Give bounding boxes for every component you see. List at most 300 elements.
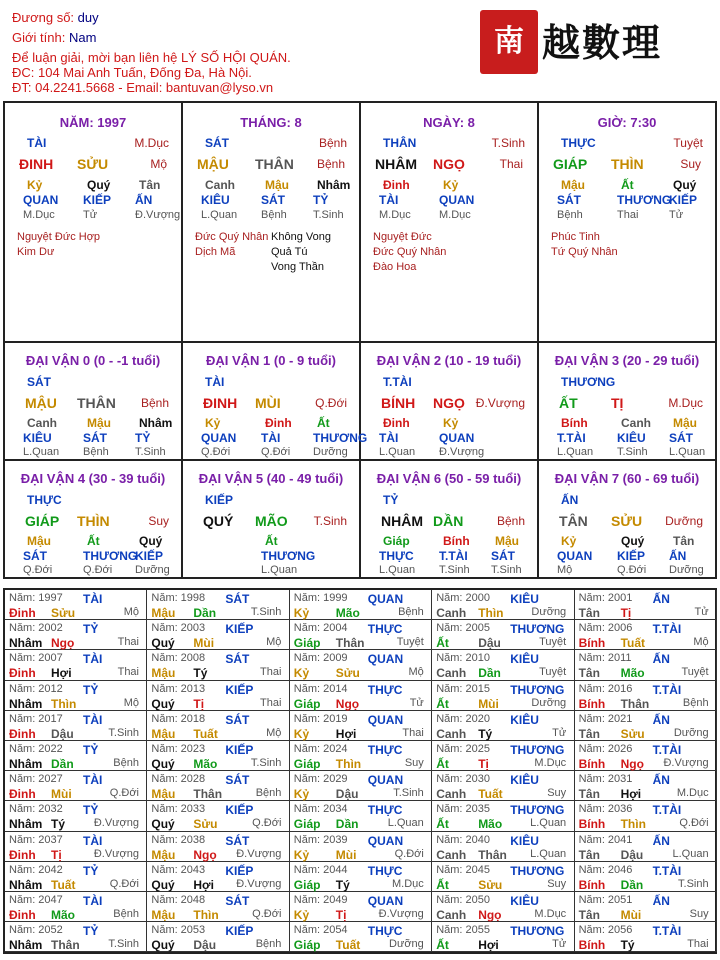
year-number: 1998 [180,592,206,604]
pillar-branch: THÌN [611,156,644,172]
year-stage: T.Sinh [678,877,709,890]
year-stem: Ất [436,696,449,711]
year-stem: Giáp [293,757,321,771]
year-number: 2042 [38,863,63,876]
year-stage: M.Dục [676,787,709,800]
year-line-1 [436,773,570,788]
year-label: Năm: [9,833,36,846]
year-cell [432,832,574,862]
year-branch: Thìn [335,757,362,771]
year-stage: Bệnh [113,908,139,920]
year-line-1 [9,713,143,725]
year-number: 2050 [465,894,490,906]
ten-god: T.TÀI [439,549,468,563]
year-branch: Thìn [51,696,77,711]
year-cell [432,711,574,741]
star-note: Phúc Tinh [551,231,600,243]
year-stem: Đinh [9,666,36,681]
ten-god: ẤN [669,549,687,563]
pillar-top-stage: T.Sinh [491,136,525,150]
year-number: 2034 [323,803,348,816]
year-number: 2011 [607,652,632,665]
year-branch: Tý [51,817,66,832]
year-line-1 [294,834,428,846]
daivan-row [5,461,715,579]
hidden-stem: Kỷ [205,416,221,430]
year-god: THƯƠNG [510,682,565,697]
year-label: Năm: [151,894,178,906]
year-stem: Canh [436,666,467,681]
year-number: 2026 [607,743,633,755]
daivan-cell [183,461,361,579]
year-stem: Đinh [9,606,36,620]
year-label: Năm: [578,833,605,846]
year-god: THƯƠNG [510,743,565,757]
year-stage: Mộ [123,696,139,709]
year-branch: Thân [335,636,365,651]
year-god: THƯƠNG [510,863,565,878]
year-cell [290,741,432,771]
hidden-stem: Mậu [673,416,697,430]
year-cell [5,620,147,650]
year-number: 1997 [38,592,63,604]
year-branch: Dần [620,877,644,892]
year-number: 2001 [607,592,633,604]
year-god: T.TÀI [652,863,682,878]
year-god: THỰC [367,682,403,697]
year-number: 2006 [607,622,633,635]
ten-god: KIÊU [201,193,230,207]
year-cell [5,862,147,892]
daivan-cell [5,343,183,459]
year-label: Năm: [436,743,463,755]
life-stage: L.Quan [379,446,416,458]
star-note: Tứ Quý Nhân [551,246,618,258]
year-stage: T.Sinh [108,726,139,739]
daivan-branch: MÃO [255,513,288,529]
year-cell [147,650,289,680]
daivan-cell [361,343,539,459]
daivan-branch: THÂN [77,395,116,411]
ten-god: KIẾP [669,193,698,207]
hidden-stem: Canh [27,416,57,430]
year-line-1 [436,834,570,846]
seal-stamp: 南 [480,10,538,74]
year-label: Năm: [578,773,605,786]
year-number: 2041 [607,833,633,846]
ten-god: THƯƠNG [261,549,316,563]
year-line-1 [294,894,428,906]
year-line-1 [579,713,713,725]
hidden-stem: Kỷ [443,178,459,192]
year-cell [575,620,717,650]
year-branch: Mão [51,908,75,922]
year-cell [432,741,574,771]
year-god: TÀI [83,652,103,667]
year-cell [5,771,147,801]
hidden-stem: Quý [87,178,111,192]
daivan-title: ĐẠI VẬN 5 (40 - 49 tuổi) [198,471,344,486]
ten-god: QUAN [557,549,593,563]
year-god: T.TÀI [652,622,682,637]
year-cell [575,922,717,952]
year-branch: Mùi [620,908,642,922]
year-god: ẤN [652,894,670,908]
year-stage: T.Sinh [250,757,282,769]
year-label: Năm: [293,712,321,725]
year-god: TÀI [83,773,103,788]
year-branch: Tị [620,606,632,620]
year-branch: Thân [620,696,650,711]
daivan-title: ĐẠI VẬN 0 (0 - -1 tuổi) [25,353,161,368]
year-number: 2018 [180,712,206,725]
year-god: T.TÀI [652,743,682,757]
year-cell [5,832,147,862]
year-branch: Tý [478,726,493,741]
year-stem: Nhâm [9,636,43,651]
daivan-stem: ẤT [559,395,578,411]
hidden-stem: Mậu [87,416,111,430]
year-branch: Tuất [51,877,76,892]
year-cell [147,741,289,771]
year-number: 2037 [38,833,63,846]
year-line-1 [578,924,713,939]
ten-god: SÁT [23,549,47,563]
year-branch: Tuất [620,636,646,651]
ten-god: KIÊU [617,431,646,445]
year-branch: Dậu [193,938,217,953]
year-branch: Ngọ [51,636,75,651]
year-number: 2002 [38,622,63,635]
pillar-top-stage: Bệnh [318,136,347,150]
daivan-stem: TÂN [559,513,588,529]
daivan-top-god: TỶ [383,493,399,507]
life-stage: T.Sinh [439,564,470,576]
year-line-1 [436,864,570,876]
pillar-branch: NGỌ [433,156,465,172]
year-label: Năm: [9,592,36,604]
life-stage: Dưỡng [313,446,348,458]
year-cell [575,650,717,680]
year-stage: T.Sinh [393,787,424,800]
year-cell [147,922,289,952]
year-number: 2007 [38,652,63,665]
year-branch: Dần [478,666,501,681]
year-god: SÁT [225,894,250,908]
year-line-1 [579,743,713,755]
year-label: Năm: [578,682,605,695]
ten-god: TỶ [135,431,151,445]
year-label: Năm: [578,622,605,635]
year-branch: Tị [193,696,205,711]
year-cell [290,771,432,801]
year-stem: Ất [436,877,449,892]
year-god: T.TÀI [652,924,682,939]
year-line-1 [436,683,570,695]
daivan-state: T.Sinh [313,514,347,528]
daivan-top-god: ẤN [561,493,579,507]
year-god: QUAN [367,833,404,848]
contact-line: Để luận giải, mời bạn liên hệ LÝ SỐ HỘI QUÁN. [12,50,291,65]
year-number: 2017 [38,712,63,725]
year-stage: Đ.Vượng [93,817,139,830]
year-branch: Tị [51,847,62,862]
year-branch: Mùi [51,787,72,802]
ten-god: SÁT [669,431,693,445]
year-label: Năm: [293,803,321,816]
year-line-1 [578,773,713,788]
year-number: 2048 [180,894,206,906]
year-god: THƯƠNG [510,924,565,939]
year-line-1 [151,773,285,788]
year-cell [432,620,574,650]
pillar-top-god: TÀI [27,136,47,150]
life-stage: T.Sinh [135,446,166,458]
hidden-stem: Tân [139,178,161,192]
year-label: Năm: [578,743,605,755]
life-stage: M.Dục [439,209,471,221]
year-cell [575,590,717,620]
pillar-stem: MẬU [197,156,229,172]
year-stem: Nhâm [9,877,43,892]
year-stage: Bệnh [113,757,139,769]
year-branch: Thìn [193,908,219,922]
year-stage: Thai [259,696,282,709]
year-number: 2020 [465,712,490,725]
year-label: Năm: [9,803,36,816]
year-stem: Quý [151,817,175,832]
year-stem: Đinh [9,847,36,862]
life-stage: T.Sinh [491,564,522,576]
daivan-state: M.Dục [668,396,703,410]
daivan-row [5,343,715,461]
life-stage: L.Quan [261,564,298,576]
year-line-1 [9,803,143,818]
year-cell [290,832,432,862]
year-god: THỰC [367,863,403,878]
year-number: 2043 [180,863,206,876]
year-stem: Ất [436,636,449,651]
ten-god: KIẾP [83,193,112,207]
pillar-state: Suy [680,157,701,171]
year-stage: Tuyệt [539,666,567,679]
year-label: Năm: [9,743,36,755]
year-line-1 [9,864,143,876]
daivan-state: Bệnh [140,396,169,410]
year-stage: Thai [259,666,282,679]
hidden-stem: Nhâm [317,178,351,192]
ten-god: T.TÀI [557,431,586,445]
year-god: TÀI [83,592,103,606]
year-god: ẤN [652,652,670,667]
ten-god: QUAN [439,431,475,445]
year-stage: Mộ [123,606,139,618]
year-god: TỶ [83,622,99,637]
year-number: 2052 [38,924,63,937]
pillar-branch: SỬU [77,156,109,172]
ten-god: THỰC [379,549,414,563]
year-god: THỰC [367,803,403,818]
year-stem: Canh [436,606,467,620]
pillar-cell [539,103,715,341]
pillar-stem: GIÁP [553,156,588,172]
year-label: Năm: [293,894,321,906]
life-stage: L.Quan [23,446,60,458]
year-number: 2027 [38,773,63,786]
year-god: T.TÀI [652,803,682,818]
year-label: Năm: [436,652,463,665]
logo-text: 越數理 [542,20,663,65]
daivan-cell [5,461,183,579]
year-line-1 [579,683,713,695]
year-stage: Thai [687,938,709,951]
pillar-top-god: SÁT [205,136,229,150]
year-stem: Nhâm [9,817,43,832]
year-stage: M.Dục [392,877,424,890]
year-stem: Nhâm [9,757,43,771]
daivan-branch: SỬU [611,513,643,529]
year-cell [290,620,432,650]
year-branch: Thân [478,847,507,862]
year-line-1 [293,773,428,788]
daivan-state: Suy [148,514,169,528]
daivan-stem: GIÁP [25,513,60,529]
ten-god: KIẾP [135,549,164,563]
year-line-1 [151,743,285,755]
year-stem: Tân [578,606,600,620]
year-stem: Mậu [151,726,176,741]
year-stem: Kỷ [293,726,310,741]
year-label: Năm: [151,924,178,937]
year-stem: Quý [151,877,175,892]
year-god: KIẾP [225,743,254,757]
year-number: 2044 [323,863,348,876]
year-branch: Hợi [478,938,499,953]
year-god: QUAN [367,773,404,788]
year-stage: Dưỡng [531,696,567,709]
year-label: Năm: [151,773,178,786]
year-label: Năm: [9,652,36,665]
year-line-1 [9,924,143,939]
year-cell [290,801,432,831]
year-stage: Q.Đới [394,847,424,860]
year-number: 2019 [323,712,348,725]
year-stem: Nhâm [9,696,43,711]
year-label: Năm: [293,863,321,876]
ten-god: QUAN [201,431,237,445]
daivan-title: ĐẠI VẬN 1 (0 - 9 tuổi) [205,353,336,368]
star-note: Vong Thần [271,261,325,273]
year-stage: Thai [117,636,139,649]
ten-god: THƯƠNG [617,193,672,207]
year-cell [432,801,574,831]
pillar-top-god: THỰC [561,136,596,150]
year-line-1 [436,622,570,637]
hidden-stem: Đinh [265,416,292,430]
year-line-1 [9,683,143,695]
life-stage: Tử [83,209,98,221]
year-stem: Bính [578,636,606,651]
year-branch: Thân [193,787,223,802]
year-stem: Canh [436,726,467,741]
year-god: SÁT [225,592,250,606]
year-stage: Q.Đới [679,817,709,830]
year-stem: Đinh [9,787,36,802]
life-stage: L.Quan [669,446,706,458]
year-branch: Tý [620,938,635,953]
year-stem: Ất [436,817,449,832]
hidden-stem: Ất [265,534,278,548]
year-line-1 [151,652,285,667]
year-number: 2031 [607,773,633,786]
pillar-top-stage: Tuyệt [673,136,703,150]
year-label: Năm: [293,622,321,635]
year-stem: Canh [436,847,467,862]
year-stem: Bính [578,877,606,892]
life-stage: Q.Đới [201,446,231,458]
daivan-branch: MÙI [255,395,281,411]
pillar-stem: ĐINH [19,156,54,172]
life-stage: Q.Đới [261,446,291,458]
year-line-1 [294,864,428,876]
year-line-1 [579,834,713,846]
hidden-stem: Kỷ [27,178,43,192]
year-cell [575,801,717,831]
year-number: 2015 [465,682,490,695]
year-god: QUAN [367,712,404,727]
life-stage: Thai [617,209,639,221]
daivan-state: Bệnh [496,514,525,528]
star-note: Dịch Mã [195,246,236,258]
year-stage: Mộ [408,666,424,679]
daivan-title: ĐẠI VẬN 6 (50 - 59 tuổi) [376,471,522,486]
hidden-stem: Tân [673,534,695,548]
ten-god: TỶ [313,193,329,207]
year-line-1 [9,743,143,755]
year-branch: Sửu [620,726,645,741]
life-stage: Q.Đới [23,564,53,576]
year-number: 2046 [607,863,633,876]
year-stage: Tử [552,726,567,739]
year-line-1 [151,622,285,637]
year-label: Năm: [9,712,36,725]
year-branch: Mùi [478,696,499,711]
year-stage: T.Sinh [250,606,282,618]
year-line-1 [436,924,570,939]
year-cell [147,681,289,711]
year-stem: Ất [436,757,449,771]
year-god: KIÊU [510,833,539,848]
pillar-title: THÁNG: 8 [240,115,302,130]
life-stage: Dưỡng [135,564,170,576]
year-line-1 [436,894,570,906]
year-line-1 [151,894,285,906]
year-branch: Tý [193,666,208,681]
year-cell [147,892,289,922]
year-label: Năm: [578,712,605,725]
year-number: 2054 [323,924,348,937]
daivan-top-god: THỰC [27,493,62,507]
year-stem: Kỷ [293,666,310,681]
year-cell [147,801,289,831]
year-number: 2039 [323,833,348,846]
year-stem: Quý [151,757,175,771]
life-stage: Đ.Vượng [135,209,181,221]
year-label: Năm: [436,833,463,846]
year-number: 2000 [465,592,490,604]
phone-email-line: ĐT: 04.2241.5668 - Email: bantuvan@lyso.vn [12,80,274,95]
year-stem: Mậu [151,606,176,620]
